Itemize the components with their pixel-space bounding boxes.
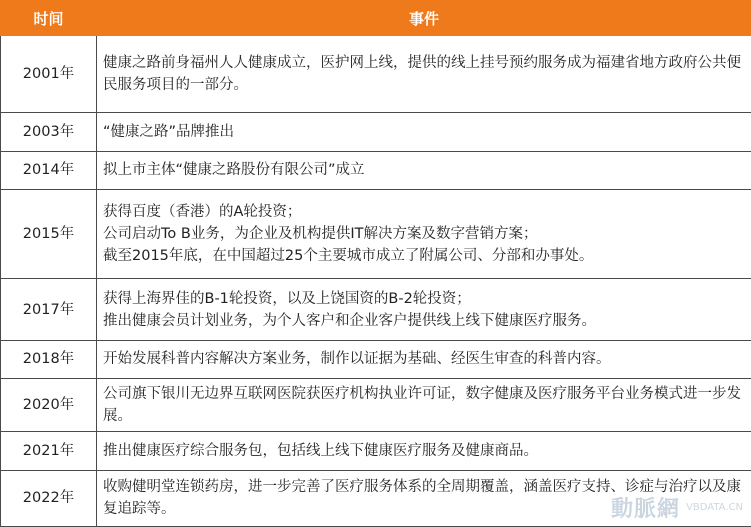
header-event: 事件 bbox=[97, 1, 751, 36]
table-row bbox=[1, 470, 751, 526]
row-year: 2001年 bbox=[1, 36, 97, 113]
row-event bbox=[97, 36, 751, 113]
row-year: 2015年 bbox=[1, 189, 97, 279]
row-event bbox=[97, 113, 751, 151]
event-line: 公司旗下银川无边界互联网医院获医疗机构执业许可证，数字健康及医疗服务平台业务模式进一步发展。 bbox=[103, 386, 741, 425]
row-year: 2003年 bbox=[1, 113, 97, 151]
header-year: 时间 bbox=[1, 1, 97, 36]
event-line: 推出健康会员计划业务，为个人客户和企业客户提供线上线下健康医疗服务。 bbox=[103, 312, 596, 329]
event-line: 开始发展科普内容解决方案业务，制作以证据为基础、经医生审查的科普内容。 bbox=[103, 351, 611, 368]
event-line: 截至2015年底，在中国超过25个主要城市成立了附属公司、分部和办事处。 bbox=[103, 248, 594, 265]
header-row bbox=[1, 1, 751, 36]
event-line: 获得上海界佳的B-1轮投资，以及上饶国资的B-2轮投资； bbox=[103, 290, 471, 307]
event-line: 拟上市主体“健康之路股份有限公司”成立 bbox=[103, 162, 365, 179]
table-row bbox=[1, 279, 751, 340]
row-event bbox=[97, 189, 751, 279]
table-row bbox=[1, 379, 751, 432]
table-row bbox=[1, 113, 751, 151]
event-line: 健康之路前身福州人人健康成立，医护网上线，提供的线上挂号预约服务成为福建省地方政府公共便民服务项目的一部分。 bbox=[103, 55, 741, 94]
event-line: 获得百度（香港）的A轮投资； bbox=[103, 204, 302, 221]
row-year: 2014年 bbox=[1, 151, 97, 189]
event-line: “健康之路”品牌推出 bbox=[103, 124, 235, 141]
row-event bbox=[97, 432, 751, 470]
row-event bbox=[97, 151, 751, 189]
row-event bbox=[97, 379, 751, 432]
table-row bbox=[1, 189, 751, 279]
watermark-mark: 動脈網 bbox=[611, 497, 681, 522]
table-row bbox=[1, 340, 751, 378]
row-year: 2018年 bbox=[1, 340, 97, 378]
row-year: 2017年 bbox=[1, 279, 97, 340]
row-year: 2021年 bbox=[1, 432, 97, 470]
row-event bbox=[97, 279, 751, 340]
table-row bbox=[1, 432, 751, 470]
table-row bbox=[1, 151, 751, 189]
event-line: 公司启动To B业务，为企业及机构提供IT解决方案及数字营销方案； bbox=[103, 226, 538, 243]
row-year: 2022年 bbox=[1, 470, 97, 526]
row-year: 2020年 bbox=[1, 379, 97, 432]
event-line: 推出健康医疗综合服务包，包括线上线下健康医疗服务及健康商品。 bbox=[103, 442, 538, 459]
watermark-url: VBDATA.CN bbox=[686, 502, 743, 513]
row-event bbox=[97, 470, 751, 526]
table-row bbox=[1, 36, 751, 113]
event-line: 收购健明堂连锁药房，进一步完善了医疗服务体系的全周期覆盖，涵盖医疗支持、诊症与治疗以及康复追踪等。 bbox=[103, 479, 741, 518]
row-event bbox=[97, 340, 751, 378]
